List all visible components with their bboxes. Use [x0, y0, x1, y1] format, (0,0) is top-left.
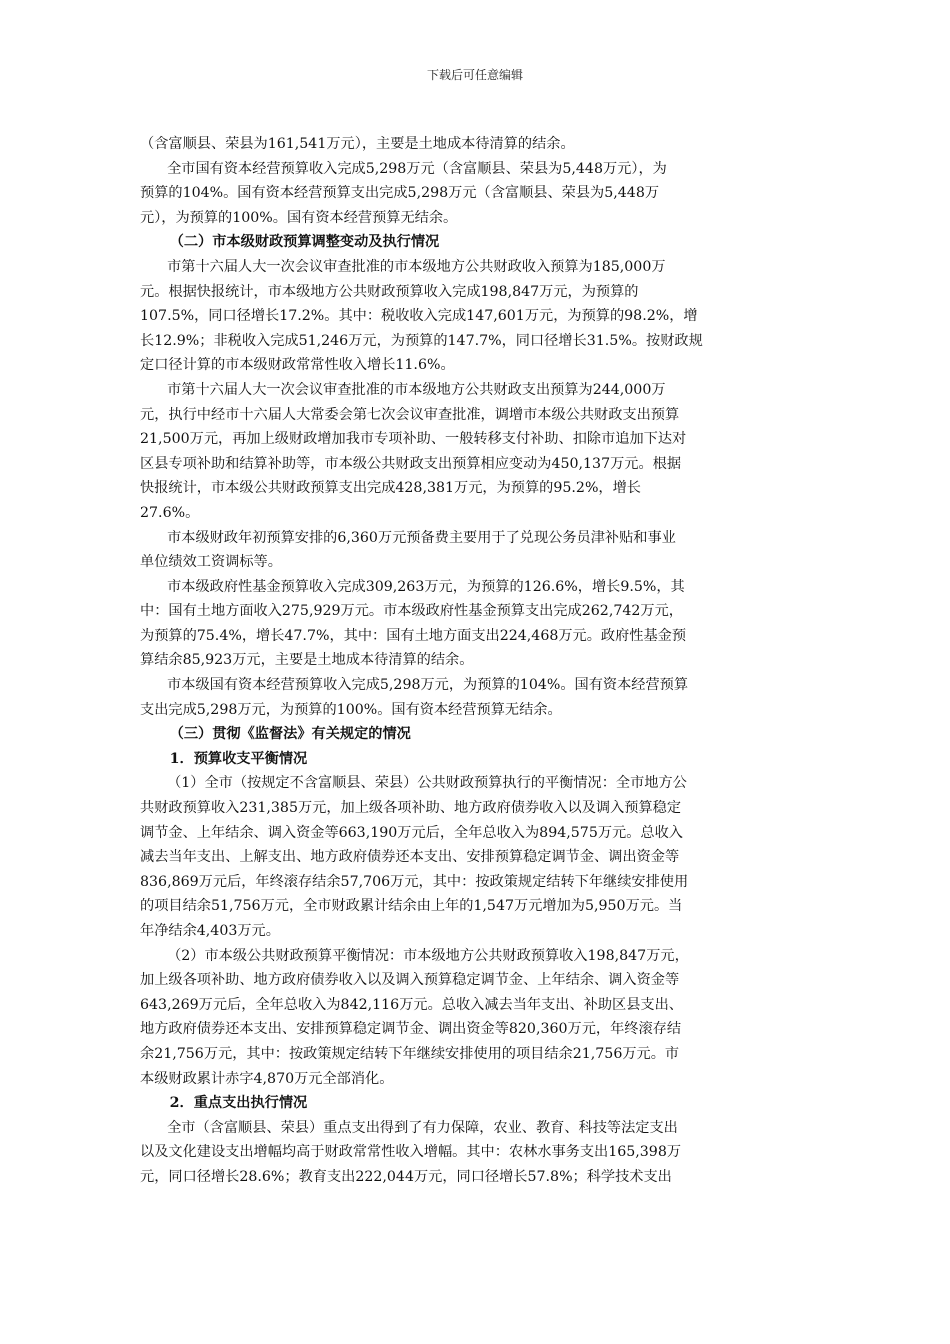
- page-header: 下载后可任意编辑: [426, 68, 523, 82]
- text-line: 支出完成5,298万元，为预算的100%。国有资本经营预算无结余。: [140, 701, 562, 718]
- text-line: 元，执行中经市十六届人大常委会第七次会议审查批准，调增市本级公共财政支出预算: [140, 406, 680, 423]
- text-line: 本级财政累计赤字4,870万元全部消化。: [140, 1070, 394, 1087]
- text-line: （2）市本级公共财政预算平衡情况：市本级地方公共财政预算收入198,847万元，: [140, 947, 689, 964]
- text-line: 余21,756万元，其中：按政策规定结转下年继续安排使用的项目结余21,756万元。市: [140, 1045, 680, 1062]
- section-heading: 1．预算收支平衡情况: [140, 750, 308, 767]
- text-line: 调节金、上年结余、调入资金等663,190万元后，全年总收入为894,575万元。总收入: [140, 824, 683, 841]
- text-line: 加上级各项补助、地方政府债券收入以及调入预算稳定调节金、上年结余、调入资金等: [140, 972, 680, 989]
- text-line: 市本级财政年初预算安排的6,360万元预备费主要用于了兑现公务员津补贴和事业: [140, 529, 676, 546]
- text-line: 共财政预算收入231,385万元，加上级各项补助、地方政府债券收入以及调入预算稳定: [140, 800, 682, 817]
- text-line: 市第十六届人大一次会议审查批准的市本级地方公共财政收入预算为185,000万: [140, 258, 666, 275]
- text-line: （含富顺县、荣县为161,541万元），主要是土地成本待清算的结余。: [140, 136, 575, 152]
- text-line: 市本级政府性基金预算收入完成309,263万元，为预算的126.6%，增长9.5%，其: [140, 578, 685, 595]
- text-line: 以及文化建设支出增幅均高于财政常常性收入增幅。其中：农林水事务支出165,398万: [140, 1144, 682, 1161]
- text-line: 元。根据快报统计，市本级地方公共财政预算收入完成198,847万元，为预算的: [140, 283, 639, 300]
- text-line: 元，同口径增长28.6%；教育支出222,044万元，同口径增长57.8%；科学技术支出: [140, 1168, 672, 1185]
- text-line: 市本级国有资本经营预算收入完成5,298万元，为预算的104%。国有资本经营预算: [140, 677, 689, 694]
- text-line: 减去当年支出、上解支出、地方政府债券还本支出、安排预算稳定调节金、调出资金等: [140, 849, 680, 866]
- text-line: 的项目结余51,756万元，全市财政累计结余由上年的1,547万元增加为5,950万元。当: [140, 898, 683, 915]
- text-line: 中：国有土地方面收入275,929万元。市本级政府性基金预算支出完成262,742万元，: [140, 603, 683, 620]
- text-line: 643,269万元后，全年总收入为842,116万元。总收入减去当年支出、补助区县支出、: [140, 996, 683, 1013]
- text-line: 定口径计算的市本级财政常常性收入增长11.6%。: [140, 357, 455, 374]
- text-line: 算结余85,923万元，主要是土地成本待清算的结余。: [140, 652, 474, 669]
- text-line: （1）全市（按规定不含富顺县、荣县）公共财政预算执行的平衡情况：全市地方公: [140, 775, 687, 792]
- text-line: 107.5%，同口径增长17.2%。其中：税收收入完成147,601万元，为预算的98.2%，增: [140, 308, 698, 325]
- text-line: 区县专项补助和结算补助等，市本级公共财政支出预算相应变动为450,137万元。根据: [140, 455, 682, 472]
- text-line: 单位绩效工资调标等。: [140, 554, 282, 571]
- text-line: 市第十六届人大一次会议审查批准的市本级地方公共财政支出预算为244,000万: [140, 381, 666, 398]
- text-line: 836,869万元后，年终滚存结余57,706万元，其中：按政策规定结转下年继续安排使用: [140, 873, 689, 890]
- text-line: 21,500万元，再加上级财政增加我市专项补助、一般转移支付补助、扣除市追加下达对: [140, 431, 687, 448]
- section-heading: （三）贯彻《监督法》有关规定的情况: [140, 726, 411, 743]
- document-body: [140, 132, 815, 1190]
- text-line: 快报统计，市本级公共财政预算支出完成428,381万元，为预算的95.2%，增长: [140, 480, 641, 497]
- text-line: 全市（含富顺县、荣县）重点支出得到了有力保障，农业、教育、科技等法定支出: [140, 1119, 678, 1136]
- text-line: 预算的104%。国有资本经营预算支出完成5,298万元（含富顺县、荣县为5,448万: [140, 185, 660, 202]
- text-line: 全市国有资本经营预算收入完成5,298万元（含富顺县、荣县为5,448万元），为: [140, 160, 667, 177]
- text-line: 27.6%。: [140, 504, 200, 521]
- text-line: 年净结余4,403万元。: [140, 923, 280, 939]
- section-heading: （二）市本级财政预算调整变动及执行情况: [140, 234, 440, 251]
- text-line: 地方政府债券还本支出、安排预算稳定调节金、调出资金等820,360万元，年终滚存结: [140, 1021, 682, 1038]
- section-heading: 2．重点支出执行情况: [140, 1095, 308, 1112]
- text-line: 元），为预算的100%。国有资本经营预算无结余。: [140, 209, 458, 226]
- text-line: 为预算的75.4%，增长47.7%，其中：国有土地方面支出224,468万元。政府性基金预: [140, 627, 687, 644]
- text-line: 长12.9%；非税收入完成51,246万元，为预算的147.7%，同口径增长31.5%。按财政规: [140, 332, 703, 349]
